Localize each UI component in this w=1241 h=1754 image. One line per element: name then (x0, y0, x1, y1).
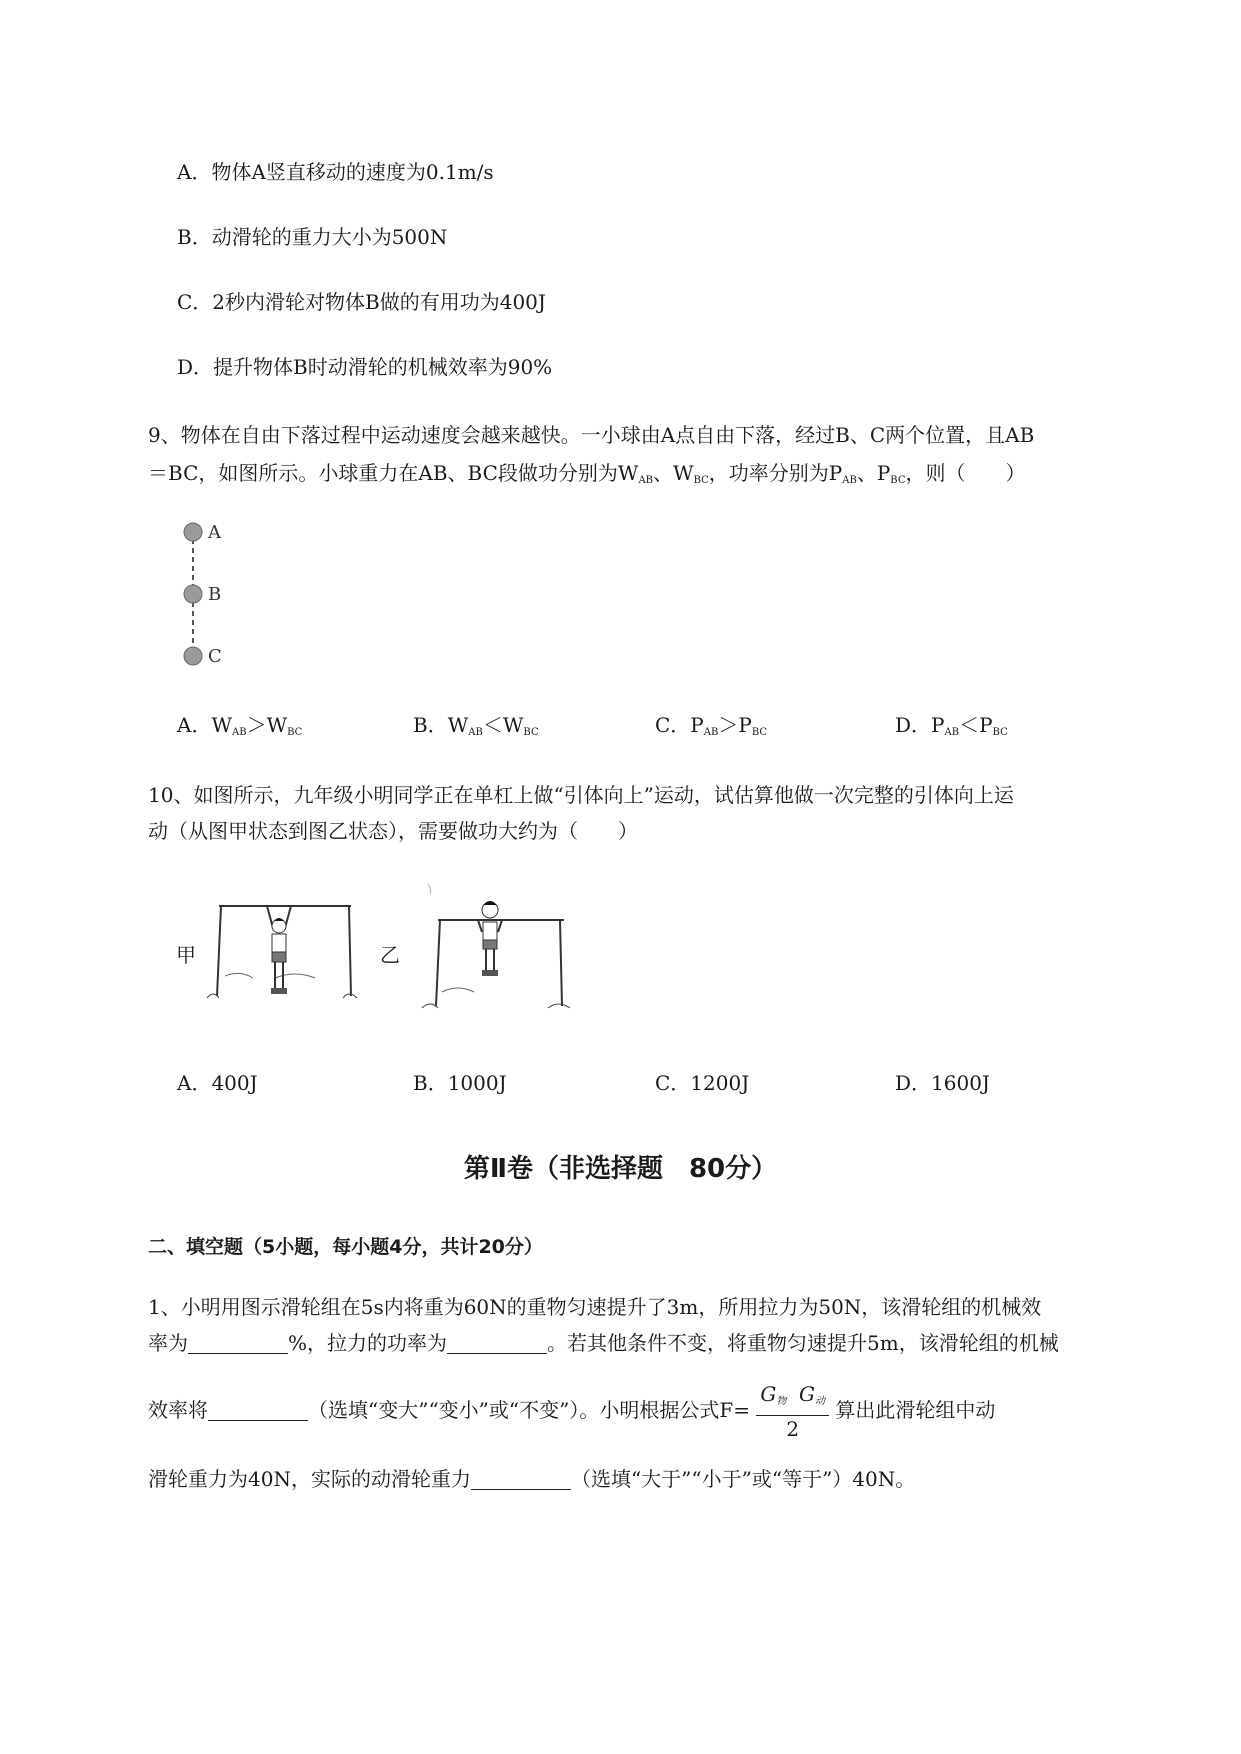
pullup-figure-jia (205, 898, 365, 1008)
ball-c (184, 647, 202, 665)
q9-option-text: D．P (895, 713, 945, 737)
q9-text-part: ，功率分别为P (708, 461, 843, 485)
fill1-text: %，拉力的功率为 (288, 1331, 448, 1355)
q9-subscript: BC (751, 727, 767, 738)
section-subtitle: 二、填空题（5小题，每小题4分，共计20分） (148, 1236, 543, 1258)
q10-option-d: D．1600J (895, 1071, 990, 1095)
q9-subscript: BC (287, 727, 303, 738)
fill1-line3 (148, 1380, 995, 1440)
label-jia: 甲 (176, 943, 196, 967)
q8-option-a: A．物体A竖直移动的速度为0.1m/s (177, 160, 494, 184)
q9-option-text: ＞P (718, 713, 752, 737)
q9-option-c (655, 710, 767, 748)
fraction-numerator (756, 1381, 829, 1416)
label-yi: 乙 (380, 943, 400, 967)
q9-text-part: 、P (856, 461, 891, 485)
numerator-g1: G (760, 1382, 777, 1406)
q10-option-b: B．1000J (413, 1071, 507, 1095)
falling-ball-figure (176, 518, 256, 668)
ball-b (184, 585, 202, 603)
q9-option-text: ＜P (959, 713, 993, 737)
q9-subscript: BC (693, 475, 709, 486)
formula-fraction (756, 1381, 829, 1442)
q10-option-c: C．1200J (655, 1071, 750, 1095)
q9-option-b (413, 710, 539, 748)
q9-subscript: BC (992, 727, 1008, 738)
q9-text-line2 (148, 458, 1025, 496)
q8-option-d: D．提升物体B时动滑轮的机械效率为90% (177, 355, 553, 379)
q9-option-a (177, 710, 302, 748)
answer-blank[interactable] (208, 1398, 308, 1421)
answer-blank[interactable] (188, 1331, 288, 1354)
fill1-text: （选填“变大”“变小”或“不变”）。小明根据公式F= (308, 1398, 750, 1422)
fill1-text: 率为 (148, 1331, 188, 1355)
numerator-sub2: 动 (815, 1396, 826, 1407)
label-b: B (208, 584, 222, 605)
q9-text-part: ，则（ ） (905, 461, 1026, 485)
q9-option-d (895, 710, 1008, 748)
label-c: C (208, 646, 222, 667)
q9-text-line1: 9、物体在自由下落过程中运动速度会越来越快。一小球由A点自由下落，经过B、C两个位置，且AB (148, 423, 1035, 447)
q9-option-text: A．W (177, 713, 232, 737)
q9-subscript: AB (638, 475, 654, 486)
q9-option-text: ＜W (482, 713, 524, 737)
fill1-line4 (148, 1464, 915, 1494)
q8-option-b: B．动滑轮的重力大小为500N (177, 225, 448, 249)
ball-a (184, 523, 202, 541)
numerator-sub1: 物 (776, 1396, 787, 1407)
q9-text-part: ＝BC，如图所示。小球重力在AB、BC段做功分别为W (148, 461, 639, 485)
fill1-text: （选填“大于”“小于”或“等于”）40N。 (570, 1467, 916, 1491)
q9-subscript: AB (468, 727, 483, 738)
q9-subscript: BC (890, 475, 906, 486)
q9-option-text: B．W (413, 713, 469, 737)
q9-subscript: AB (232, 727, 247, 738)
fill1-text: 滑轮重力为40N，实际的动滑轮重力 (148, 1467, 471, 1491)
answer-blank[interactable] (471, 1467, 571, 1490)
fill1-line1: 1、小明用图示滑轮组在5s内将重为60N的重物匀速提升了3m，所用拉力为50N，该滑轮组的机械效 (148, 1295, 1042, 1319)
q10-option-a: A．400J (177, 1071, 258, 1095)
q9-text-part: 、W (653, 461, 694, 485)
fill1-text: 效率将 (148, 1398, 208, 1422)
q10-text-line1: 10、如图所示，九年级小明同学正在单杠上做“引体向上”运动，试估算他做一次完整的引体向上运 (148, 783, 1014, 807)
numerator-g2: G (799, 1382, 816, 1406)
q9-option-text: C．P (655, 713, 704, 737)
answer-blank[interactable] (447, 1331, 547, 1354)
q9-subscript: AB (842, 475, 857, 486)
pullup-figure-yi (418, 880, 578, 1020)
q8-option-c: C．2秒内滑轮对物体B做的有用功为400J (177, 290, 546, 314)
fill1-text: 。若其他条件不变，将重物匀速提升5m，该滑轮组的机械 (547, 1331, 1059, 1355)
fill1-text: 算出此滑轮组中动 (835, 1398, 996, 1422)
q9-subscript: AB (944, 727, 960, 738)
fill1-line2 (148, 1328, 1059, 1358)
label-a: A (208, 522, 221, 543)
section-title: 第Ⅱ卷（非选择题 80分） (463, 1154, 778, 1184)
q9-option-text: ＞W (246, 713, 288, 737)
fraction-denominator: 2 (786, 1417, 800, 1441)
q10-text-line2: 动（从图甲状态到图乙状态），需要做功大约为（ ） (148, 819, 638, 843)
q9-subscript: AB (703, 727, 719, 738)
q9-subscript: BC (523, 727, 539, 738)
